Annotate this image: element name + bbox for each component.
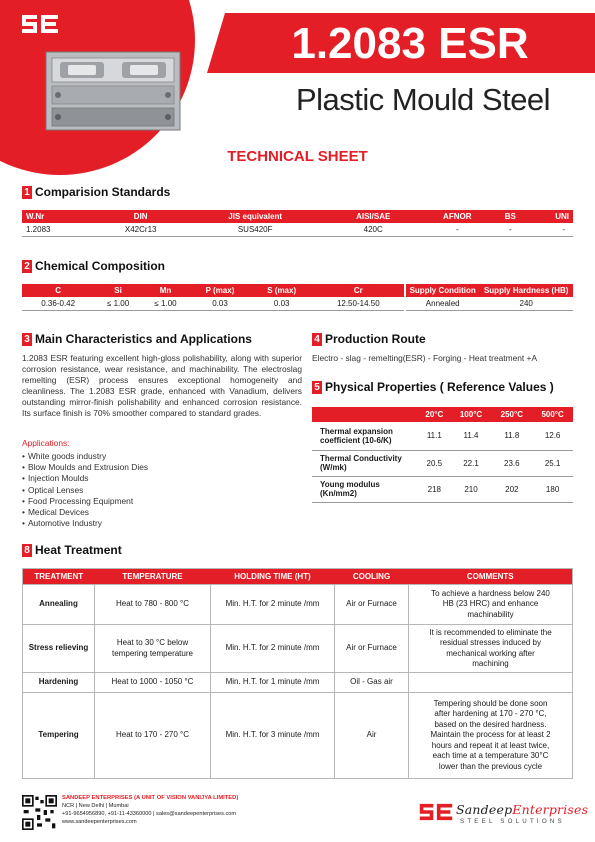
table-header-row <box>22 210 573 223</box>
section-title: Physical Properties ( Reference Values ) <box>325 380 554 394</box>
chemical-table <box>22 284 404 311</box>
table-cell: 12.6 <box>532 422 573 450</box>
table-header-cell: 250°C <box>491 407 532 422</box>
table-header-cell: 100°C <box>451 407 492 422</box>
list-item: • Injection Moulds <box>22 473 148 484</box>
table-row <box>406 297 573 310</box>
table-header-cell: Supply Condition <box>406 284 479 297</box>
table-cell: Air or Furnace <box>335 625 409 673</box>
technical-sheet-label: TECHNICAL SHEET <box>227 148 368 165</box>
table-header-cell: DIN <box>98 210 183 223</box>
physical-properties-table <box>312 407 573 503</box>
table-row <box>23 625 573 673</box>
footer-website[interactable]: www.sandeepenterprises.com <box>62 819 137 825</box>
section-number: 5 <box>312 381 322 394</box>
footer-company: SANDEEP ENTERPRISES (A UNIT OF VISION VANIJYA LIMITED) <box>62 795 239 801</box>
table-header-cell: COMMENTS <box>409 569 573 585</box>
list-item: • Automotive Industry <box>22 518 148 529</box>
table-row <box>23 585 573 625</box>
table-cell: 23.6 <box>491 450 532 476</box>
list-item: • Food Processing Equipment <box>22 496 148 507</box>
table-cell: Heat to 780 - 800 °C <box>95 585 211 625</box>
table-cell: 12.50-14.50 <box>313 297 404 310</box>
table-cell: 218 <box>418 476 451 502</box>
characteristics-paragraph: 1.2083 ESR featuring excellent high-gloss polishability, along with superior corrosion resistance, wear resistance, and machinability. The electroslag remelting (ESR) process ensures exceptional homogeneity and cleanliness. The 1.2083 ESR grade, enhanced with Vanadium, delivers outstanding mirror-finish polishability and enhanced corrosion resistance. Its surface finish is 70% smoother compared to standard grades. <box>22 353 302 418</box>
section-number: 3 <box>22 333 32 346</box>
table-cell: 1.2083 <box>22 223 98 236</box>
section-title: Main Characteristics and Applications <box>35 332 252 346</box>
table-row <box>22 297 404 310</box>
section-heading-physical <box>312 380 554 394</box>
brand-name <box>456 802 588 817</box>
table-cell: To achieve a hardness below 240 HB (23 HRC) and enhance machinability <box>409 585 573 625</box>
section-number: 1 <box>22 186 32 199</box>
page-title: 1.2083 ESR <box>291 19 529 68</box>
table-cell: 0.03 <box>189 297 251 310</box>
table-cell: Min. H.T. for 1 minute /mm <box>211 673 335 693</box>
table-cell: 210 <box>451 476 492 502</box>
table-cell: Tempering should be done soon after hardening at 170 - 270 °C, based on the desired hardness. Maintain the process for at least 2 hours and repeat it at least twice, each time at a temperature 30°C lower than the previous cycle <box>409 693 573 779</box>
page-subtitle: Plastic Mould Steel <box>295 82 551 117</box>
table-header-row <box>22 284 404 297</box>
production-route-text: Electro - slag - remelting(ESR) - Forging - Heat treatment +A <box>312 353 538 363</box>
brand-name-second: Enterprises <box>512 802 589 817</box>
table-cell: 240 <box>479 297 573 310</box>
table-cell: 11.4 <box>451 422 492 450</box>
table-cell: Heat to 30 °C below tempering temperature <box>95 625 211 673</box>
table-header-row <box>312 407 573 422</box>
list-item: • Medical Devices <box>22 507 148 518</box>
table-header-cell: HOLDING TIME (HT) <box>211 569 335 585</box>
table-cell: Heat to 1000 - 1050 °C <box>95 673 211 693</box>
table-row <box>312 422 573 450</box>
table-header-cell: S (max) <box>251 284 313 297</box>
table-cell: - <box>419 223 495 236</box>
table-cell: Min. H.T. for 3 minute /mm <box>211 693 335 779</box>
table-header-cell: Supply Hardness (HB) <box>479 284 573 297</box>
treatment-cell: Stress relieving <box>23 625 95 673</box>
treatment-cell: Annealing <box>23 585 95 625</box>
table-cell: Oil - Gas air <box>335 673 409 693</box>
section-title: Production Route <box>325 332 426 346</box>
row-label: Young modulus (Kn/mm2) <box>312 476 418 502</box>
section-heading-production-route <box>312 332 426 346</box>
row-label: Thermal Conductivity (W/mk) <box>312 450 418 476</box>
table-cell: 22.1 <box>451 450 492 476</box>
table-cell <box>409 673 573 693</box>
heat-treatment-table <box>22 568 573 779</box>
table-header-cell: AISI/SAE <box>327 210 419 223</box>
section-title: Heat Treatment <box>35 543 122 557</box>
table-cell: - <box>525 223 573 236</box>
table-header-cell: Si <box>94 284 141 297</box>
table-header-cell: P (max) <box>189 284 251 297</box>
table-row <box>23 693 573 779</box>
table-header-cell: 20°C <box>418 407 451 422</box>
section-number: 8 <box>22 544 32 557</box>
brand-name-first: Sandeep <box>456 802 513 817</box>
table-header-cell: BS <box>495 210 525 223</box>
table-cell: 11.1 <box>418 422 451 450</box>
table-cell: 11.8 <box>491 422 532 450</box>
table-cell: Min. H.T. for 2 minute /mm <box>211 585 335 625</box>
brand-tagline: STEEL SOLUTIONS <box>460 818 565 825</box>
table-cell: 202 <box>491 476 532 502</box>
table-cell: Air <box>335 693 409 779</box>
section-heading-heat-treatment <box>22 543 122 557</box>
table-cell: 25.1 <box>532 450 573 476</box>
table-header-cell: TREATMENT <box>23 569 95 585</box>
table-header-cell: UNI <box>525 210 573 223</box>
list-item: • White goods industry <box>22 451 148 462</box>
mould-image-icon <box>38 28 188 138</box>
table-header-cell: 500°C <box>532 407 573 422</box>
table-cell: 420C <box>327 223 419 236</box>
table-cell: 0.36-0.42 <box>22 297 94 310</box>
section-number: 4 <box>312 333 322 346</box>
table-cell: Min. H.T. for 2 minute /mm <box>211 625 335 673</box>
table-cell: ≤ 1.00 <box>142 297 189 310</box>
table-header-cell: JIS equivalent <box>183 210 327 223</box>
table-cell: It is recommended to eliminate the residual stresses induced by mechanical working after machining <box>409 625 573 673</box>
table-header-row <box>406 284 573 297</box>
table-header-cell: C <box>22 284 94 297</box>
list-item: • Blow Moulds and Extrusion Dies <box>22 462 148 473</box>
treatment-cell: Hardening <box>23 673 95 693</box>
section-heading-chemical <box>22 259 165 273</box>
footer-contact: +91-9654956890, +91-11-43360000 | sales@sandeepenterprises.com <box>62 811 237 817</box>
applications-list <box>22 451 148 529</box>
table-cell: 180 <box>532 476 573 502</box>
section-title: Comparision Standards <box>35 185 171 199</box>
table-row <box>22 223 573 236</box>
supply-table <box>406 284 573 311</box>
table-cell: Air or Furnace <box>335 585 409 625</box>
table-header-cell: W.Nr <box>22 210 98 223</box>
se-brand-logo-icon <box>418 800 454 824</box>
table-cell: ≤ 1.00 <box>94 297 141 310</box>
table-cell: SUS420F <box>183 223 327 236</box>
table-cell: Annealed <box>406 297 479 310</box>
treatment-cell: Tempering <box>23 693 95 779</box>
qr-code-icon <box>22 795 57 830</box>
table-row <box>312 476 573 502</box>
table-cell: 20.5 <box>418 450 451 476</box>
table-header-cell <box>312 407 418 422</box>
table-cell: - <box>495 223 525 236</box>
table-row <box>23 673 573 693</box>
table-header-cell: COOLING <box>335 569 409 585</box>
table-row <box>312 450 573 476</box>
table-header-cell: Cr <box>313 284 404 297</box>
table-cell: Heat to 170 - 270 °C <box>95 693 211 779</box>
section-title: Chemical Composition <box>35 259 166 273</box>
footer-locations: NCR | New Delhi | Mumbai <box>62 803 129 809</box>
table-header-cell: TEMPERATURE <box>95 569 211 585</box>
table-cell: X42Cr13 <box>98 223 183 236</box>
row-label: Thermal expansion coefficient (10-6/K) <box>312 422 418 450</box>
table-header-cell: Mn <box>142 284 189 297</box>
table-header-row <box>23 569 573 585</box>
section-heading-comparison <box>22 185 170 199</box>
table-cell: 0.03 <box>251 297 313 310</box>
applications-label: Applications: <box>22 438 70 448</box>
list-item: • Optical Lenses <box>22 485 148 496</box>
comparison-table <box>22 210 573 237</box>
table-header-cell: AFNOR <box>419 210 495 223</box>
section-heading-characteristics <box>22 332 252 346</box>
section-number: 2 <box>22 260 32 273</box>
